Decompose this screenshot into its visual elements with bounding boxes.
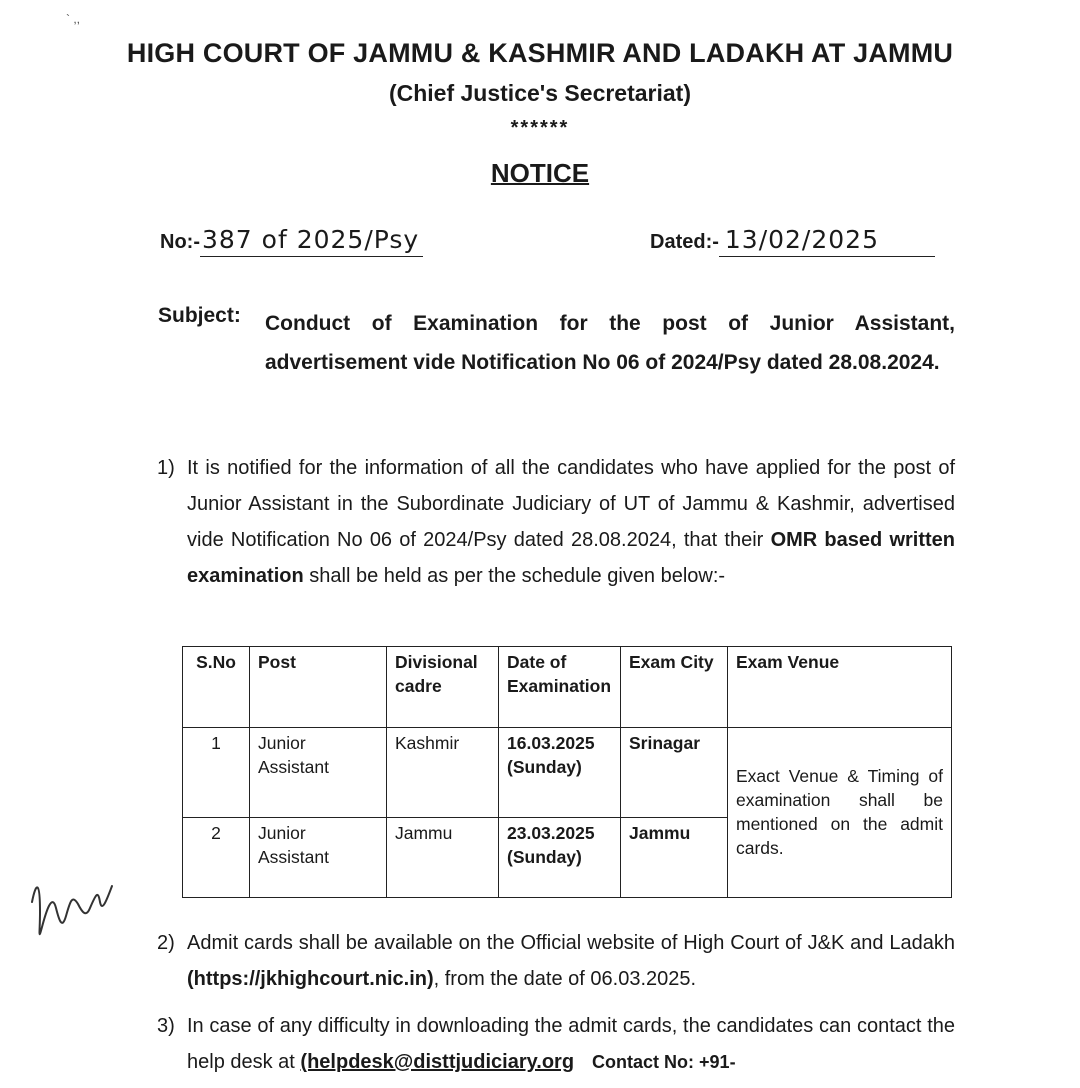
header-cadre: Divisional cadre: [387, 647, 499, 728]
row-date: 16.03.2025 (Sunday): [499, 727, 621, 817]
paragraph-2-text: Admit cards shall be available on the Official website of High Court of J&K and Ladakh (https://jkhighcourt.nic.in), from the date of 06.03.2025.: [187, 932, 955, 990]
notice-date-value: 13/02/2025: [719, 225, 935, 257]
row-date: 23.03.2025 (Sunday): [499, 817, 621, 898]
row-post: Junior Assistant: [250, 817, 387, 898]
row-sno: 1: [183, 727, 250, 817]
row-cadre: Jammu: [387, 817, 499, 898]
omr-exam-emphasis: OMR based written examination: [187, 529, 955, 587]
notice-date-label: Dated:-: [650, 231, 719, 253]
venue-note: Exact Venue & Timing of examination shall be mentioned on the admit cards.: [728, 727, 952, 898]
notice-number-label: No:-: [160, 231, 200, 253]
row-city: Srinagar: [621, 727, 728, 817]
paragraph-1-number: 1): [157, 457, 175, 479]
header-venue: Exam Venue: [728, 647, 952, 728]
paragraph-3-number: 3): [157, 1015, 175, 1037]
margin-mark: ` ,,: [66, 12, 80, 26]
notice-date: [650, 225, 935, 257]
paragraph-2: [157, 925, 957, 1005]
secretariat-subtitle: (Chief Justice's Secretariat): [388, 80, 692, 106]
paragraph-2-number: 2): [157, 932, 175, 954]
paragraph-3-text: In case of any difficulty in downloading the admit cards, the candidates can contact the help desk at (helpdesk@disttjudiciary.org Contact No: +91-: [187, 1015, 955, 1073]
table-row: [183, 727, 952, 817]
court-name: HIGH COURT OF JAMMU & KASHMIR AND LADAKH AT JAMMU: [126, 38, 954, 68]
row-post: Junior Assistant: [250, 727, 387, 817]
notice-number-value: 387 of 2025/Psy: [200, 225, 423, 257]
row-sno: 2: [183, 817, 250, 898]
subject-label: Subject:: [158, 304, 241, 327]
subject-text: Conduct of Examination for the post of Junior Assistant, advertisement vide Notification No 06 of 2024/Psy dated 28.08.2024.: [265, 312, 955, 374]
header-post: Post: [250, 647, 387, 728]
helpdesk-email[interactable]: (helpdesk@disttjudiciary.org: [300, 1051, 575, 1073]
row-city: Jammu: [621, 817, 728, 898]
separator-stars: ******: [510, 117, 570, 139]
paragraph-1-text: It is notified for the information of all the candidates who have applied for the post of Junior Assistant in the Subordinate Judiciary of UT of Jammu & Kashmir, advertised vide Notification No 06 of 2024/Psy dated 28.08.2024, that their OMR based written examination shall be held as per the schedule given below:-: [187, 457, 955, 587]
header-city: Exam City: [621, 647, 728, 728]
table-header-row: [183, 647, 952, 728]
contact-number: Contact No: +91-: [592, 1052, 736, 1072]
row-cadre: Kashmir: [387, 727, 499, 817]
paragraph-3: [157, 1008, 957, 1088]
exam-schedule-table: [182, 646, 952, 898]
header-sno: S.No: [183, 647, 250, 728]
header-date: Date of Examination: [499, 647, 621, 728]
notice-number: [160, 225, 423, 257]
paragraph-1: [157, 450, 957, 640]
website-link[interactable]: (https://jkhighcourt.nic.in): [187, 968, 434, 990]
handwritten-signature: [26, 872, 126, 952]
notice-title: NOTICE: [490, 158, 590, 188]
